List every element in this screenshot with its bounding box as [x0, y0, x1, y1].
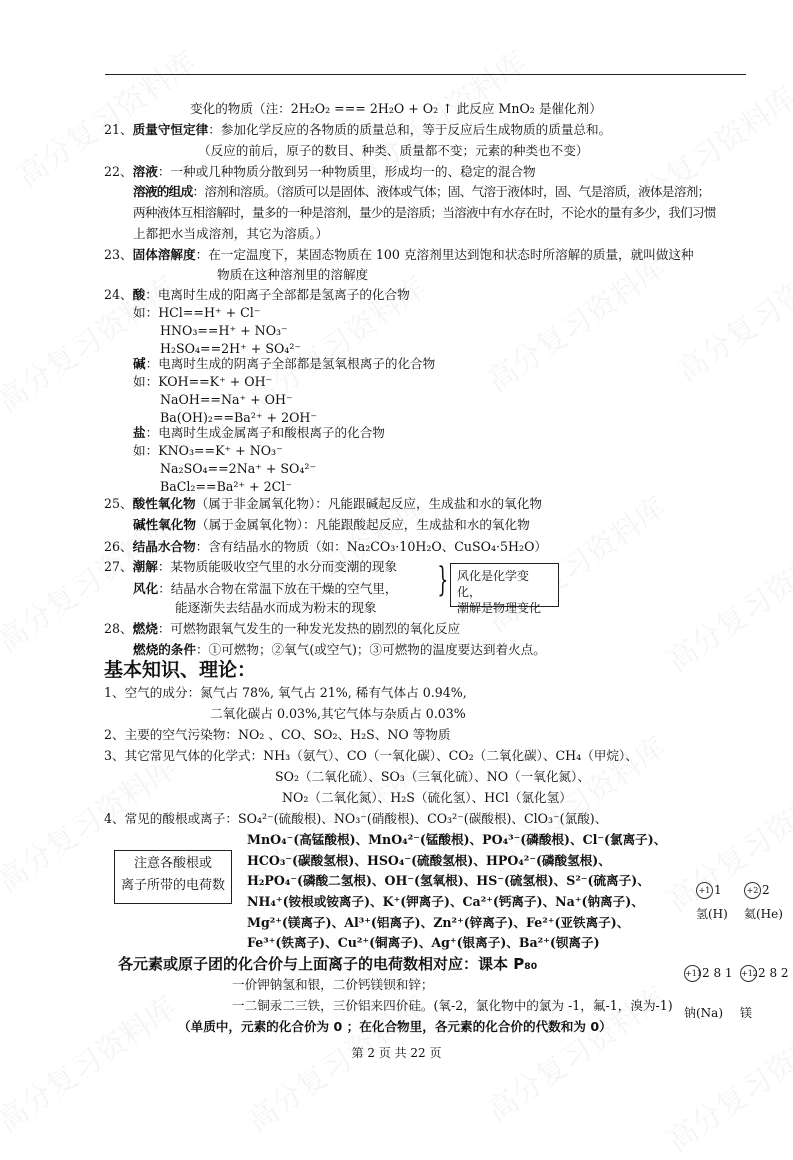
item-number: 25、: [104, 496, 133, 511]
note-line: 离子所带的电荷数: [120, 878, 225, 893]
line-text: ：可燃物跟氧气发生的一种发光发热的剧烈的氧化反应: [157, 621, 461, 636]
text-line: [104, 496, 542, 512]
line-text: Na₂SO₄==2Na⁺ + SO₄²⁻: [160, 461, 317, 476]
text-line: [104, 748, 638, 764]
line-text: NO₂（二氧化氮）、H₂S（硫化氢）、HCl（氯化氢）: [282, 790, 572, 805]
term-label: 溶液: [132, 164, 158, 179]
line-text: MnO₄⁻(高锰酸根)、MnO₄²⁻(锰酸根)、PO₄³⁻(磷酸根)、Cl⁻(氯离子)、: [247, 832, 667, 847]
text-line: [247, 832, 666, 848]
term-label: 各元素或原子团的化合价与上面离子的电荷数相对应：课本 P₈₀: [118, 955, 538, 973]
atom-structure-diagram: [744, 882, 783, 922]
nucleus-icon: +12: [740, 965, 757, 982]
line-text: 物质在这种溶剂里的溶解度: [217, 267, 369, 282]
atom-label: 镁: [740, 1006, 753, 1020]
line-text: 能逐渐失去结晶水而成为粉末的现象: [175, 600, 377, 615]
nucleus-icon: +1: [696, 882, 713, 899]
line-text: BaCl₂==Ba²⁺ + 2Cl⁻: [160, 479, 292, 494]
electron-shells: 1: [714, 883, 722, 897]
term-label: 燃烧的条件: [133, 642, 196, 657]
term-label: 潮解: [132, 559, 158, 574]
text-line: [133, 356, 435, 372]
text-line: [133, 581, 397, 597]
text-line: [133, 517, 530, 533]
text-line: [133, 226, 328, 242]
atom-structure-diagram: [740, 965, 789, 1021]
text-line: [160, 479, 292, 495]
nucleus-icon: +11: [684, 965, 701, 982]
text-line: [104, 247, 694, 263]
text-line: [190, 101, 602, 117]
text-line: [178, 1019, 612, 1035]
line-text: 3、其它常见气体的化学式：NH₃（氨气）、CO（一氧化碳）、CO₂（二氧化碳）、CH₄（甲烷）、: [104, 748, 638, 763]
section-heading: 基本知识、理论：: [104, 659, 257, 681]
text-line: [133, 374, 272, 390]
term-label: 燃烧: [132, 621, 158, 636]
term-label: 碱: [133, 356, 146, 371]
line-text: 两种液体互相溶解时，量多的一种是溶剂，量少的是溶质；当溶液中有水存在时，不论水的量有多少，我们习惯: [133, 205, 716, 220]
line-text: SO₂（二氧化硫）、SO₃（三氧化硫）、NO（一氧化氮）、: [275, 769, 590, 784]
text-line: [133, 443, 283, 459]
text-line: [217, 267, 368, 283]
line-text: 二氧化碳占 0.03%,其它气体与杂质占 0.03%: [210, 706, 466, 721]
text-line: [104, 621, 460, 637]
header-rule: [105, 74, 746, 75]
line-text: （属于非金属氧化物）：凡能跟碱起反应，生成盐和水的氧化物: [195, 496, 542, 511]
text-line: [104, 685, 467, 701]
text-line: [247, 894, 644, 910]
term-label: 盐: [133, 425, 146, 440]
text-line: [160, 461, 316, 477]
line-text: ：含有结晶水的物质（如：Na₂CO₃·10H₂O、CuSO₄·5H₂O）: [195, 539, 547, 554]
line-text: ：一种或几种物质分散到另一种物质里，形成均一的、稳定的混合物: [157, 164, 536, 179]
text-line: [133, 305, 260, 321]
watermark: [476, 244, 673, 400]
electron-shells: 2 8 1: [702, 966, 733, 980]
text-line: [160, 323, 288, 339]
page-number: 第 2 页 共 22 页: [351, 1046, 442, 1060]
text-line: [104, 727, 450, 743]
watermark: [0, 984, 184, 1140]
term-label: （单质中，元素的化合价为 0 ；在化合物里，各元素的化合价的代数和为 0）: [178, 1019, 612, 1034]
text-line: [133, 642, 546, 658]
line-text: NH₄⁺(铵根或铵离子)、K⁺(钾离子)、Ca²⁺(钙离子)、Na⁺(钠离子)、: [247, 894, 644, 909]
term-label: 酸: [132, 287, 146, 302]
brace-icon: }: [437, 560, 449, 600]
line-text: ：①可燃物；②氧气(或空气)；③可燃物的温度要达到着火点。: [195, 642, 546, 657]
item-number: 24、: [104, 287, 133, 302]
text-line: [104, 539, 547, 555]
item-number: 21、: [104, 122, 133, 137]
text-line: [210, 706, 466, 722]
line-text: ：结晶水合物在常温下放在干燥的空气里，: [158, 581, 398, 596]
line-text: 4、常见的酸根或离子：SO₄²⁻(硫酸根)、NO₃⁻(硝酸根)、CO₃²⁻(碳酸根)、ClO₃⁻(氯酸)、: [104, 811, 608, 826]
line-text: 变化的物质（注：2H₂O₂ === 2H₂O + O₂ ↑ 此反应 MnO₂ 是催化剂）: [190, 101, 602, 116]
text-line: [232, 998, 673, 1014]
note-line: 风化是化学变化，: [457, 569, 530, 599]
text-line: [282, 790, 572, 806]
term-label: 风化: [133, 581, 159, 596]
atom-label: 氢(H): [696, 907, 728, 921]
text-line: [104, 659, 256, 681]
weathering-note-box: [450, 563, 559, 615]
line-text: ：某物质能吸收空气里的水分而变潮的现象: [157, 559, 398, 574]
text-line: [133, 205, 716, 221]
line-text: Fe³⁺(铁离子)、Cu²⁺(铜离子)、Ag⁺(银离子)、Ba²⁺(钡离子): [247, 935, 600, 950]
line-text: HNO₃==H⁺ + NO₃⁻: [160, 323, 288, 338]
watermark: [656, 524, 793, 680]
line-text: ：参加化学反应的各物质的质量总和，等于反应后生成物质的质量总和。: [208, 122, 612, 137]
note-line: 潮解是物理变化: [457, 601, 542, 615]
line-text: 1、空气的成分：氮气占 78%, 氧气占 21%, 稀有气体占 0.94%,: [104, 685, 467, 700]
line-text: （反应的前后，原子的数目、种类、质量都不变；元素的种类也不变）: [198, 143, 589, 158]
line-text: 2、主要的空气污染物：NO₂ 、CO、SO₂、H₂S、NO 等物质: [104, 727, 451, 742]
text-line: [104, 287, 410, 303]
text-line: [104, 164, 536, 180]
item-number: 22、: [104, 164, 133, 179]
line-text: ：电离时生成的阳离子全部都是氢离子的化合物: [145, 287, 410, 302]
line-text: 上都把水当成溶剂，其它为溶质。）: [133, 226, 329, 241]
line-text: Ba(OH)₂==Ba²⁺ + 2OH⁻: [160, 410, 318, 425]
term-label: 结晶水合物: [132, 539, 196, 554]
item-number: 23、: [104, 247, 133, 262]
item-number: 27、: [104, 559, 133, 574]
item-number: 28、: [104, 621, 133, 636]
line-text: NaOH==Na⁺ + OH⁻: [160, 392, 293, 407]
term-label: 碱性氧化物: [133, 517, 196, 532]
line-text: 如：KNO₃==K⁺ + NO₃⁻: [133, 443, 283, 458]
text-line: [104, 811, 607, 827]
line-text: （属于金属氧化物）：凡能跟酸起反应，生成盐和水的氧化物: [195, 517, 530, 532]
text-line: [275, 769, 590, 785]
text-line: [104, 559, 397, 575]
atom-structure-diagram: [684, 965, 733, 1021]
text-line: [118, 956, 537, 973]
line-text: ：电离时生成的阴离子全部都是氢氧根离子的化合物: [145, 356, 436, 371]
line-text: H₂SO₄==2H⁺ + SO₄²⁻: [160, 341, 302, 356]
line-text: 如：KOH==K⁺ + OH⁻: [133, 374, 273, 389]
text-line: [133, 184, 710, 200]
text-line: [247, 853, 611, 869]
line-text: H₂PO₄⁻(磷酸二氢根)、OH⁻(氢氧根)、HS⁻(硫氢根)、S²⁻(硫离子)、: [247, 873, 650, 888]
text-line: [133, 425, 385, 441]
atom-label: 氦(He): [744, 907, 783, 921]
term-label: 质量守恒定律: [132, 122, 209, 137]
line-text: ：电离时生成金属离子和酸根离子的化合物: [145, 425, 385, 440]
term-label: 酸性氧化物: [132, 496, 196, 511]
atom-label: 钠(Na): [684, 1006, 724, 1020]
line-text: ：溶剂和溶质。（溶质可以是固体、液体或气体；固、气溶于液体时，固、气是溶质，液体是溶剂；: [192, 184, 710, 199]
charge-note-box: [114, 850, 232, 904]
text-line: [175, 600, 377, 616]
text-line: [160, 341, 301, 357]
note-line: 注意各酸根或: [133, 856, 212, 871]
electron-shells: 2 8 2: [758, 966, 789, 980]
text-line: [198, 143, 588, 159]
text-line: [160, 392, 293, 408]
atom-structure-diagram: [696, 882, 728, 922]
item-number: 26、: [104, 539, 133, 554]
line-text: ：在一定温度下，某固态物质在 100 克溶剂里达到饱和状态时所溶解的质量，就叫做这种: [195, 247, 694, 262]
text-line: [247, 935, 600, 951]
term-label: 溶液的组成: [133, 184, 193, 199]
line-text: 一价钾钠氢和银，二价钙镁钡和锌；: [232, 977, 434, 992]
text-line: [104, 122, 611, 138]
line-text: HCO₃⁻(碳酸氢根)、HSO₄⁻(硫酸氢根)、HPO₄²⁻(磷酸氢根)、: [247, 853, 611, 868]
nucleus-icon: +2: [744, 882, 761, 899]
electron-shells: 2: [762, 883, 770, 897]
line-text: 一二铜汞二三铁，三价铝来四价硅。(氧-2，氯化物中的氯为 -1，氟-1，溴为-1): [232, 998, 673, 1013]
text-line: [160, 410, 317, 426]
line-text: Mg²⁺(镁离子)、Al³⁺(铝离子)、Zn²⁺(锌离子)、Fe²⁺(亚铁离子)、: [247, 915, 630, 930]
watermark: [656, 1004, 793, 1160]
line-text: 如：HCl==H⁺ + Cl⁻: [133, 305, 261, 320]
term-label: 固体溶解度: [132, 247, 196, 262]
text-line: [247, 873, 650, 889]
text-line: [232, 977, 434, 993]
text-line: [247, 915, 629, 931]
